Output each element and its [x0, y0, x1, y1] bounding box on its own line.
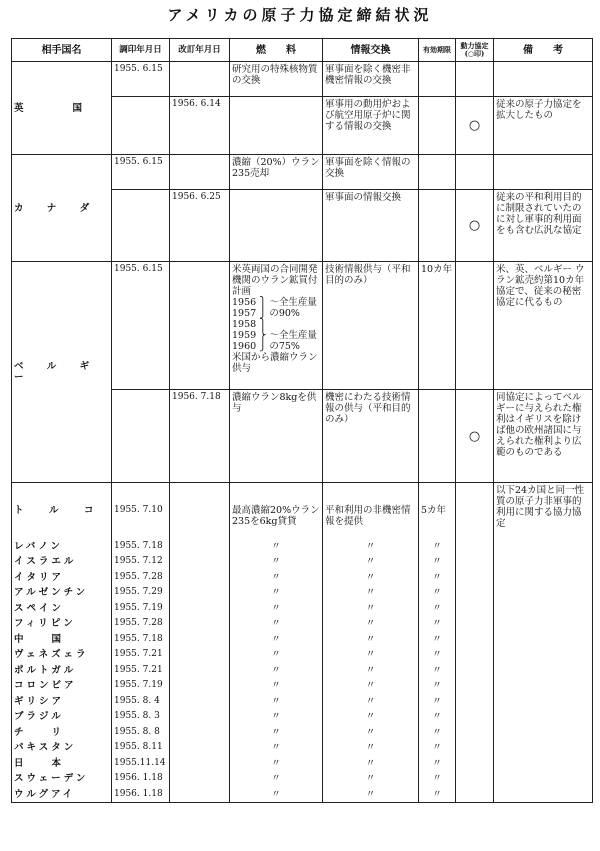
ditto-mark: 〃: [419, 647, 456, 663]
header-remarks: 備 考: [494, 39, 593, 62]
list-item: [12, 678, 593, 694]
ditto-mark: 〃: [230, 570, 323, 586]
ditto-mark: 〃: [419, 601, 456, 617]
ditto-mark: 〃: [230, 678, 323, 694]
country-cell: イスラエル: [12, 554, 112, 570]
list-item: [12, 694, 593, 710]
country-cell: ヴェネズェラ: [12, 647, 112, 663]
ditto-mark: 〃: [230, 694, 323, 710]
ditto-mark: 〃: [419, 709, 456, 725]
ditto-mark: 〃: [419, 554, 456, 570]
country-cell: ベ ル ギ ー: [12, 262, 112, 483]
ditto-mark: 〃: [230, 632, 323, 648]
ditto-mark: 〃: [230, 725, 323, 741]
country-cell: ブラジル: [12, 709, 112, 725]
ditto-mark: 〃: [419, 539, 456, 555]
ditto-mark: 〃: [230, 539, 323, 555]
ditto-mark: 〃: [419, 694, 456, 710]
header-power: 動力協定(○印): [456, 39, 494, 62]
agreements-list: [12, 539, 593, 803]
revised-date: 1956. 6.25: [170, 190, 230, 262]
signed-date: 1955. 8. 4: [112, 694, 170, 710]
ditto-mark: 〃: [230, 756, 323, 772]
signed-date: 1956. 1.18: [112, 771, 170, 787]
signed-date: 1956. 1.18: [112, 787, 170, 803]
ditto-mark: 〃: [323, 756, 419, 772]
list-item: [12, 539, 593, 555]
country-cell: フィリピン: [12, 616, 112, 632]
remarks-cell: 従来の平和利用目的に制限されていたのに対し軍事的利用面をも含む広汎な協定: [494, 190, 593, 262]
country-cell: 英 国: [12, 62, 112, 155]
header-info: 情報交換: [323, 39, 419, 62]
fuel-line: 米英両国の合同開発機関のウラン鉱買付計画: [232, 264, 318, 297]
fuel-cell: 研究用の特殊核物質の交換: [230, 62, 323, 97]
header-signed: 調印年月日: [112, 39, 170, 62]
header-revised: 改訂年月日: [170, 39, 230, 62]
ditto-mark: 〃: [230, 787, 323, 803]
country-cell: スペイン: [12, 601, 112, 617]
validity-cell: 5カ年: [419, 483, 456, 539]
country-cell: 日 本: [12, 756, 112, 772]
fuel-cell: [230, 262, 323, 390]
ditto-mark: 〃: [419, 585, 456, 601]
revised-date: 1956. 7.18: [170, 390, 230, 483]
ditto-mark: 〃: [323, 585, 419, 601]
list-item: [12, 554, 593, 570]
ditto-mark: 〃: [323, 570, 419, 586]
country-cell: ギリシア: [12, 694, 112, 710]
power-cell: [456, 62, 494, 97]
ditto-mark: 〃: [419, 632, 456, 648]
country-cell: カ ナ ダ: [12, 155, 112, 262]
ditto-mark: 〃: [419, 756, 456, 772]
power-circle: ○: [456, 97, 494, 155]
ditto-mark: 〃: [230, 740, 323, 756]
signed-date: 1955. 7.29: [112, 585, 170, 601]
list-item: [12, 585, 593, 601]
remarks-cell: 同協定によってベルギーに与えられた権利はイギリスを除けば他の欧州諸国に与えられた権利より広範のものである: [494, 390, 593, 483]
ditto-mark: 〃: [419, 787, 456, 803]
ditto-mark: 〃: [323, 539, 419, 555]
info-cell: 技術情報供与（平和目的のみ）: [323, 262, 419, 390]
table-row: [12, 483, 593, 539]
signed-date: 1955. 6.15: [112, 155, 170, 190]
country-cell: ト ル コ: [12, 483, 112, 539]
signed-date: 1955. 7.28: [112, 570, 170, 586]
ditto-mark: 〃: [323, 709, 419, 725]
ditto-mark: 〃: [230, 616, 323, 632]
country-cell: アルゼンチン: [12, 585, 112, 601]
info-cell: 平和利用の非機密情報を提供: [323, 483, 419, 539]
ditto-mark: 〃: [230, 585, 323, 601]
header-row: [12, 39, 593, 62]
ditto-mark: 〃: [323, 740, 419, 756]
signed-date: 1955. 7.21: [112, 647, 170, 663]
signed-date: 1955. 8.11: [112, 740, 170, 756]
fuel-cell: 濃縮ウラン8kgを供与: [230, 390, 323, 483]
fuel-line: 1959 ⎬ ～全生産量: [232, 330, 317, 341]
ditto-mark: 〃: [230, 663, 323, 679]
fuel-cell: 濃縮（20%）ウラン 235売却: [230, 155, 323, 190]
country-cell: スウェーデン: [12, 771, 112, 787]
ditto-mark: 〃: [419, 740, 456, 756]
ditto-mark: 〃: [323, 694, 419, 710]
revised-date: 1956. 6.14: [170, 97, 230, 155]
signed-date: 1955. 6.15: [112, 62, 170, 97]
signed-date: 1955. 7.12: [112, 554, 170, 570]
info-cell: 軍事面の情報交換: [323, 190, 419, 262]
ditto-mark: 〃: [419, 771, 456, 787]
info-cell: 機密にわたる技術情報の供与（平和目的のみ）: [323, 390, 419, 483]
country-cell: パキスタン: [12, 740, 112, 756]
agreements-table: [11, 38, 593, 803]
ditto-mark: 〃: [323, 554, 419, 570]
country-cell: イタリア: [12, 570, 112, 586]
ditto-mark: 〃: [419, 663, 456, 679]
ditto-mark: 〃: [323, 771, 419, 787]
ditto-mark: 〃: [230, 709, 323, 725]
header-fuel: 燃 料: [230, 39, 323, 62]
power-circle: ○: [456, 390, 494, 483]
list-item: [12, 570, 593, 586]
list-item: [12, 647, 593, 663]
country-cell: ポルトガル: [12, 663, 112, 679]
list-item: [12, 771, 593, 787]
ditto-mark: 〃: [419, 570, 456, 586]
power-circle: ○: [456, 190, 494, 262]
list-item: [12, 616, 593, 632]
ditto-mark: 〃: [230, 647, 323, 663]
info-cell: 軍事面を除く情報の交換: [323, 155, 419, 190]
list-item: [12, 787, 593, 803]
remarks-cell: 従来の原子力協定を拡大したもの: [494, 97, 593, 155]
list-item: [12, 709, 593, 725]
page-title: アメリカの原子力協定締結状況: [167, 6, 433, 24]
signed-date: 1955. 7.18: [112, 632, 170, 648]
ditto-mark: 〃: [323, 663, 419, 679]
country-cell: コロンビア: [12, 678, 112, 694]
signed-date: 1955. 7.10: [112, 483, 170, 539]
ditto-mark: 〃: [323, 601, 419, 617]
fuel-cell: 最高濃縮20%ウラン 235を6kg貸貸: [230, 483, 323, 539]
ditto-mark: 〃: [419, 616, 456, 632]
remarks-cell: [494, 62, 593, 97]
signed-date: 1955. 7.21: [112, 663, 170, 679]
table-row: [12, 262, 593, 390]
signed-date: 1955. 7.18: [112, 539, 170, 555]
list-item: [12, 663, 593, 679]
remarks-cell: 米、英、ベルギー ウラン鉱売約第10カ年協定で、従来の秘密協定に代るもの: [494, 262, 593, 390]
ditto-mark: 〃: [323, 632, 419, 648]
ditto-mark: 〃: [419, 725, 456, 741]
fuel-line: 1956 ⎫ ～全生産量: [232, 297, 317, 308]
country-cell: チ リ: [12, 725, 112, 741]
list-item: [12, 601, 593, 617]
list-item: [12, 725, 593, 741]
header-country: 相手国名: [12, 39, 112, 62]
list-item: [12, 756, 593, 772]
fuel-line: 1960 ⎭ の75%: [232, 341, 300, 352]
signed-date: 1955. 7.19: [112, 678, 170, 694]
fuel-line: 1958 ⎫: [232, 319, 267, 330]
signed-date: 1955. 7.28: [112, 616, 170, 632]
header-validity: 有効期限: [419, 39, 456, 62]
signed-date: 1955. 7.19: [112, 601, 170, 617]
signed-date: 1955. 8. 8: [112, 725, 170, 741]
signed-date: 1955. 8. 3: [112, 709, 170, 725]
country-cell: 中 国: [12, 632, 112, 648]
signed-date: 1955. 6.15: [112, 262, 170, 390]
ditto-mark: 〃: [230, 771, 323, 787]
ditto-mark: 〃: [323, 725, 419, 741]
country-cell: ウルグアイ: [12, 787, 112, 803]
ditto-mark: 〃: [230, 601, 323, 617]
info-cell: 軍事面を除く機密非機密情報の交換: [323, 62, 419, 97]
table-row: [12, 155, 593, 190]
ditto-mark: 〃: [323, 616, 419, 632]
fuel-line: 1957 ⎭ の90%: [232, 308, 300, 319]
fuel-line: 米国から濃縮ウラン供与: [232, 352, 318, 374]
list-item: [12, 740, 593, 756]
list-item: [12, 632, 593, 648]
ditto-mark: 〃: [323, 647, 419, 663]
signed-date: 1955.11.14: [112, 756, 170, 772]
ditto-mark: 〃: [323, 787, 419, 803]
validity-cell: [419, 62, 456, 97]
country-cell: レバノン: [12, 539, 112, 555]
ditto-mark: 〃: [419, 678, 456, 694]
validity-cell: 10カ年: [419, 262, 456, 390]
ditto-mark: 〃: [323, 678, 419, 694]
revised-date: [170, 62, 230, 97]
ditto-mark: 〃: [230, 554, 323, 570]
table-row: [12, 62, 593, 97]
info-cell: 軍事用の動用炉および航空用原子炉に関する情報の交換: [323, 97, 419, 155]
remarks-cell: 以下24カ国と同一性質の原子力非軍事的利用に関する協力協定: [494, 483, 593, 539]
